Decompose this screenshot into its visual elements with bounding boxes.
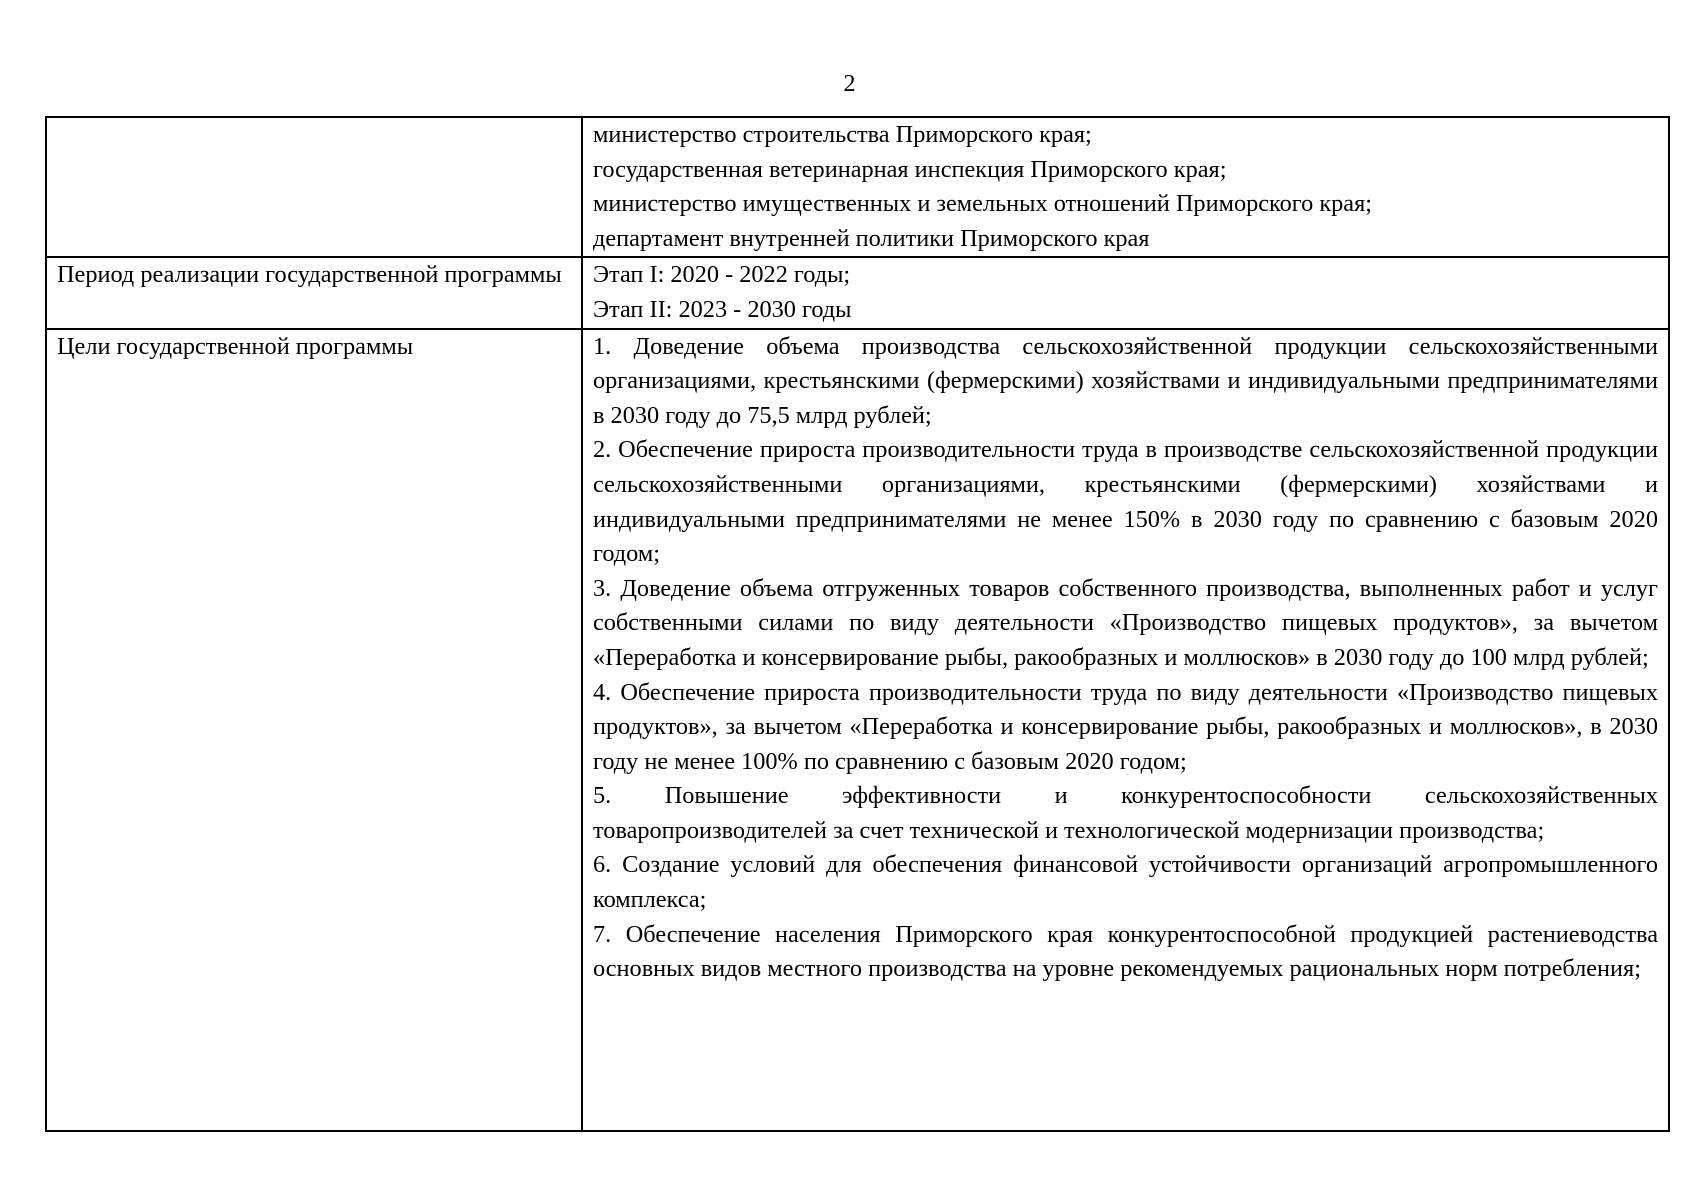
executor-line: министерство имущественных и земельных отношений Приморского края; (593, 190, 1373, 218)
period-value (582, 257, 1669, 328)
period-stage: Этап II: 2023 - 2030 годы (593, 295, 852, 323)
page-number: 2 (843, 71, 856, 97)
goal-item: 1. Доведение объема производства сельскохозяйственной продукции сельскохозяйственными организациями, крестьянскими (фермерскими) хозяйствами и индивидуальными предпринимателями в 2030 году до 75,5 млрд рублей; (593, 332, 1658, 429)
executor-line: департамент внутренней политики Приморского края (593, 224, 1150, 252)
program-passport-table (45, 116, 1670, 1132)
executors-value (582, 117, 1669, 257)
goal-item: 4. Обеспечение прироста производительности труда по виду деятельности «Производство пищевых продуктов», за вычетом «Переработка и консервирование рыбы, ракообразных и моллюсков», в 2030 году не менее 100% по сравнению с базовым 2020 годом; (593, 678, 1658, 775)
period-stage: Этап I: 2020 - 2022 годы; (593, 261, 851, 289)
executor-line: государственная ветеринарная инспекция Приморского края; (593, 155, 1227, 183)
executor-line: министерство строительства Приморского края; (593, 121, 1092, 148)
period-label: Период реализации государственной программы (46, 257, 582, 328)
goal-item: 5. Повышение эффективности и конкурентоспособности сельскохозяйственных товаропроизводителей за счет технической и технологической модернизации производства; (593, 782, 1658, 844)
executors-label (46, 117, 582, 257)
goals-value (582, 329, 1669, 1131)
table-row-period (46, 257, 1669, 328)
goal-item: 3. Доведение объема отгруженных товаров собственного производства, выполненных работ и услуг собственными силами по виду деятельности «Производство пищевых продуктов», за вычетом «Переработка и консервирование рыбы, ракообразных и моллюсков» в 2030 году до 100 млрд рублей; (593, 574, 1658, 671)
goal-item: 2. Обеспечение прироста производительности труда в производстве сельскохозяйственной продукции сельскохозяйственными организациями, крестьянскими (фермерскими) хозяйствами и индивидуальными предпринимателями не менее 150% в 2030 году по сравнению с базовым 2020 годом; (593, 436, 1658, 568)
table-row-goals (46, 329, 1669, 1131)
goal-item: 7. Обеспечение населения Приморского края конкурентоспособной продукцией растениеводства основных видов местного производства на уровне рекомендуемых рациональных норм потребления; (593, 920, 1658, 983)
goal-item: 6. Создание условий для обеспечения финансовой устойчивости организаций агропромышленного комплекса; (593, 851, 1658, 914)
goals-label: Цели государственной программы (46, 329, 582, 1131)
table-row-executors (46, 117, 1669, 257)
